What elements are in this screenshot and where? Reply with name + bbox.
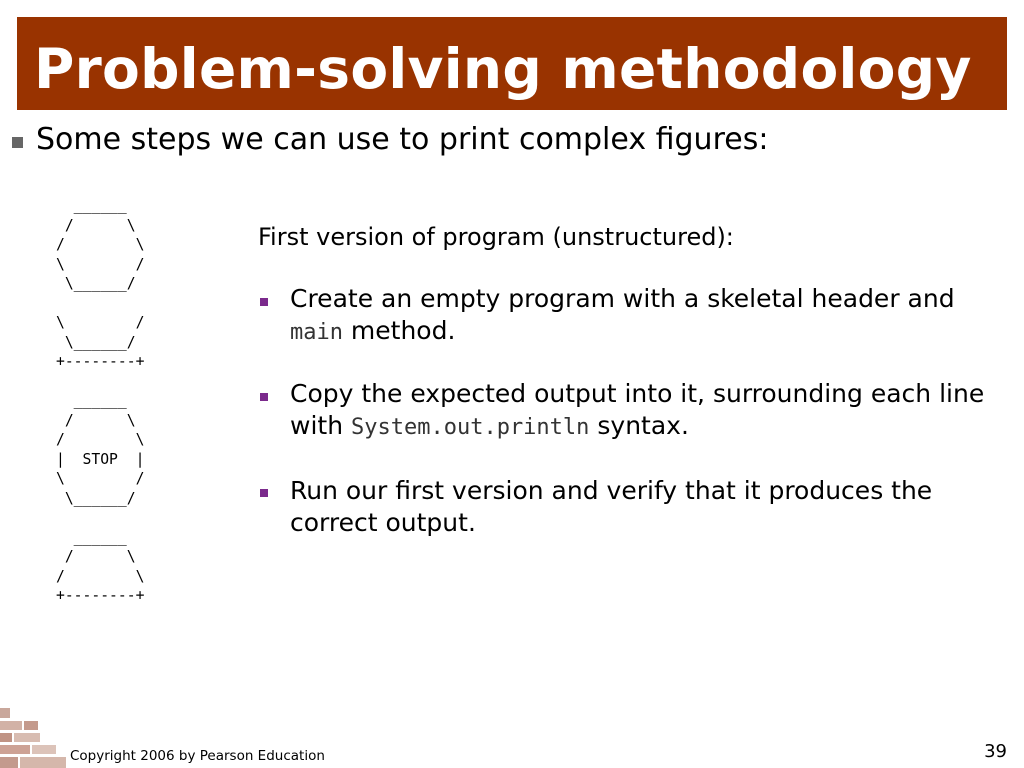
step-text-end: syntax. — [589, 411, 689, 440]
step-item — [290, 283, 1000, 349]
square-bullet-icon — [12, 137, 23, 148]
step-code: System.out.println — [351, 415, 590, 440]
square-bullet-icon — [260, 489, 268, 497]
intro-text: First version of program (unstructured): — [258, 223, 734, 251]
step-text-end: method. — [342, 316, 456, 345]
step-code: main — [290, 320, 343, 345]
ascii-figure: ______ / \ / \ \ / \______/ \ / \______/ +--------+ ______ / \ / \ | STOP | \ / \______/ ______ / \ / \ +--------+ — [56, 197, 145, 604]
step-text: Copy the expected output into it, surrounding each line with — [290, 379, 985, 440]
step-text: Run our first version and verify that it produces the correct output. — [290, 476, 933, 537]
slide-title: Problem-solving methodology — [34, 37, 972, 101]
slide-subtitle: Some steps we can use to print complex figures: — [36, 122, 769, 157]
step-text: Create an empty program with a skeletal header and — [290, 284, 955, 313]
step-item — [290, 475, 1000, 541]
square-bullet-icon — [260, 298, 268, 306]
step-item — [290, 378, 1000, 444]
square-bullet-icon — [260, 393, 268, 401]
bricks-decoration — [0, 708, 66, 768]
title-bar — [17, 17, 1007, 110]
copyright-text: Copyright 2006 by Pearson Education — [70, 748, 325, 764]
page-number: 39 — [984, 741, 1007, 762]
